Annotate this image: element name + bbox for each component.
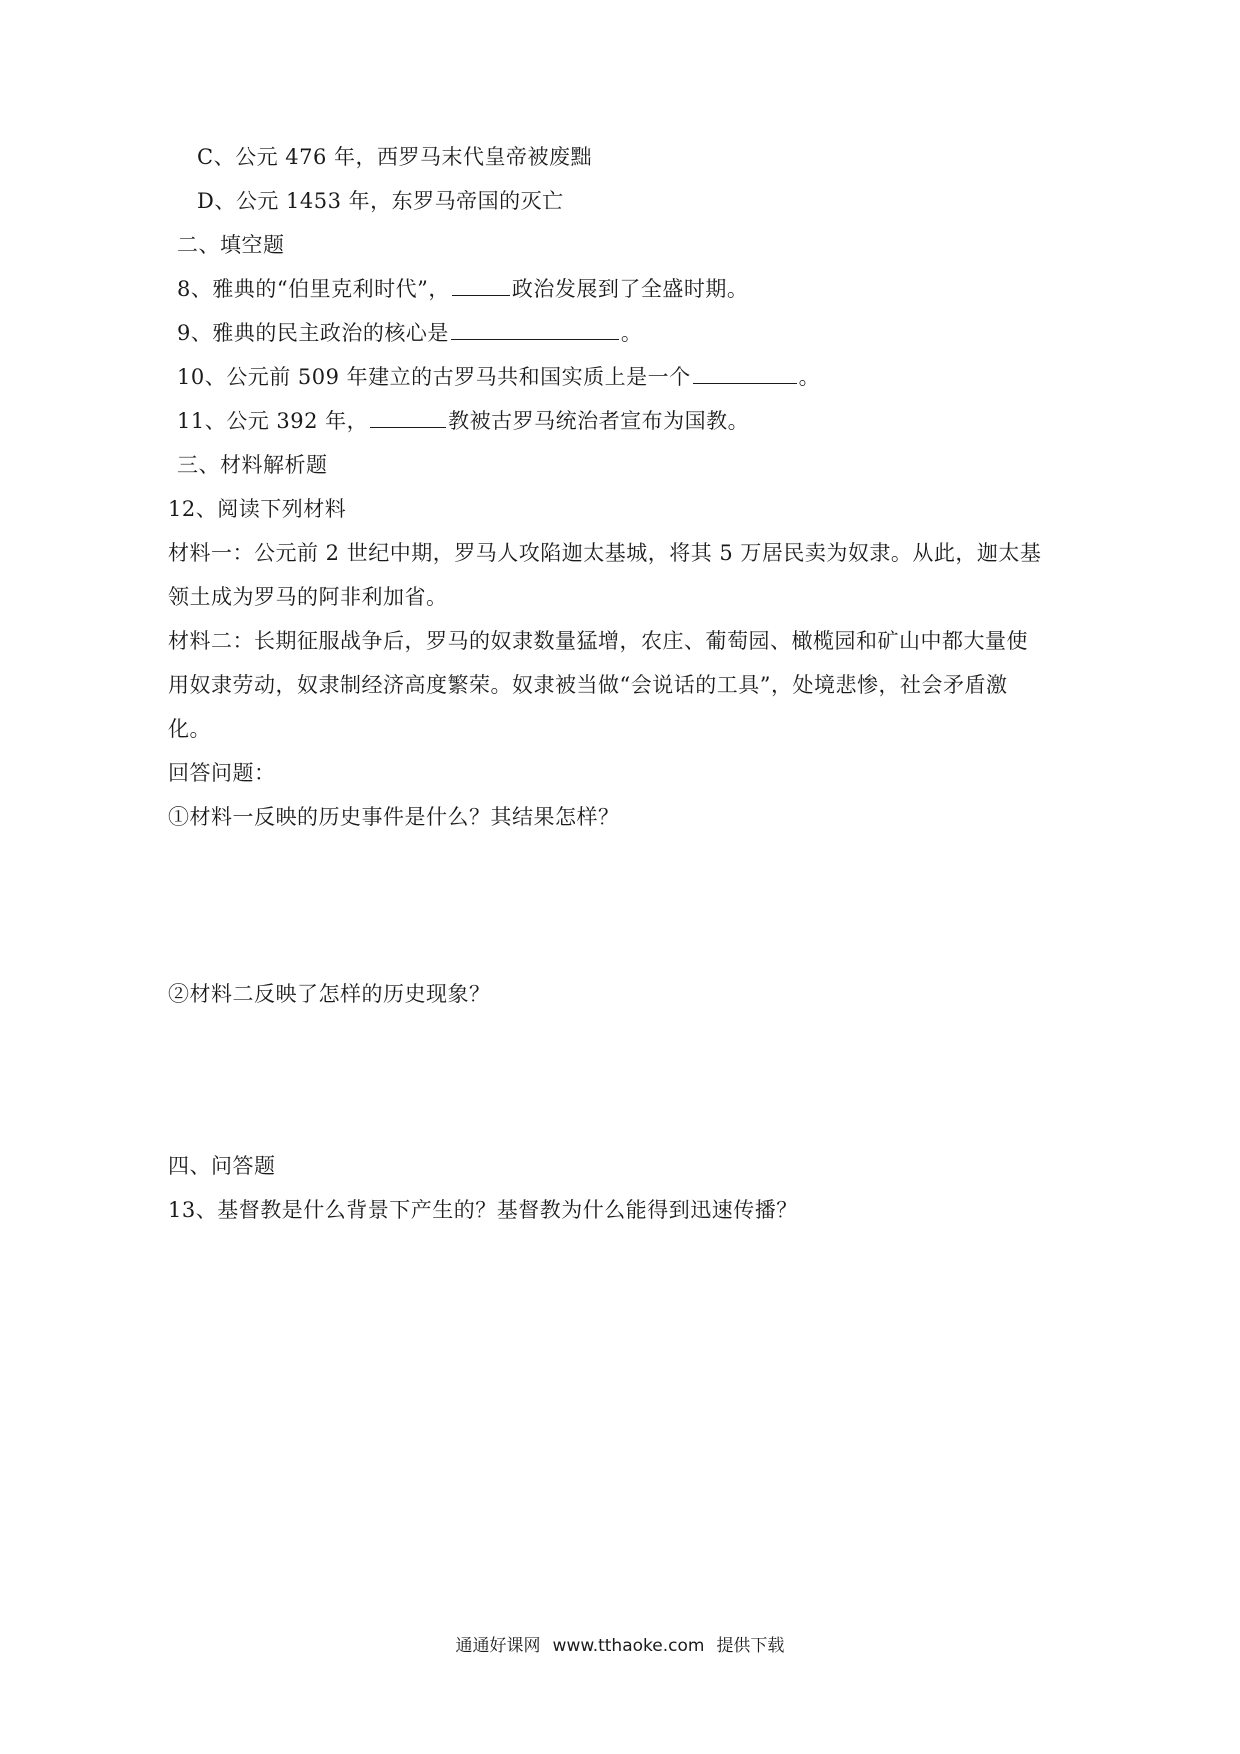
question-9-text-before: 9、雅典的民主政治的核心是 [177, 321, 449, 345]
footer-suffix: 提供下载 [716, 1636, 785, 1656]
answer-blank[interactable] [693, 363, 797, 384]
material-two-line-1: 材料二：长期征服战争后，罗马的奴隶数量猛增，农庄、葡萄园、橄榄园和矿山中都大量使 [168, 629, 1028, 653]
answer-blank[interactable] [370, 407, 446, 428]
footer-site-name: 通通好课网 [455, 1636, 541, 1656]
question-10 [177, 363, 820, 391]
material-two-line-2: 用奴隶劳动，奴隶制经济高度繁荣。奴隶被当做“会说话的工具”，处境悲惨，社会矛盾激 [168, 673, 1008, 697]
section-heading-material: 三、材料解析题 [177, 453, 328, 477]
question-9 [177, 319, 642, 347]
section-heading-fill: 二、填空题 [177, 233, 285, 257]
sub-question-1: ①材料一反映的历史事件是什么？其结果怎样？ [168, 805, 620, 829]
page-footer [0, 1634, 1240, 1658]
footer-url[interactable]: www.tthaoke.com [552, 1636, 705, 1656]
question-12: 12、阅读下列材料 [168, 497, 347, 521]
sub-question-2: ②材料二反映了怎样的历史现象？ [168, 982, 491, 1006]
answer-label: 回答问题： [168, 761, 276, 785]
question-10-text-before: 10、公元前 509 年建立的古罗马共和国实质上是一个 [177, 365, 691, 389]
question-13: 13、基督教是什么背景下产生的？基督教为什么能得到迅速传播？ [168, 1198, 798, 1222]
answer-blank[interactable] [452, 275, 510, 296]
question-8-text-before: 8、雅典的“伯里克利时代”， [177, 277, 450, 301]
section-heading-qa: 四、问答题 [168, 1154, 276, 1178]
question-11-text-after: 教被古罗马统治者宣布为国教。 [448, 409, 750, 433]
question-8 [177, 275, 748, 303]
material-one-line-1: 材料一：公元前 2 世纪中期，罗马人攻陷迦太基城，将其 5 万居民卖为奴隶。从此，迦太基 [168, 541, 1042, 565]
option-c: C、公元 476 年，西罗马末代皇帝被废黜 [197, 145, 592, 169]
material-two-line-3: 化。 [168, 717, 211, 741]
question-11 [177, 407, 749, 435]
material-one-line-2: 领土成为罗马的阿非利加省。 [168, 585, 448, 609]
answer-blank[interactable] [451, 319, 619, 340]
question-10-text-after: 。 [798, 365, 821, 389]
question-8-text-after: 政治发展到了全盛时期。 [511, 277, 749, 301]
question-11-text-before: 11、公元 392 年， [177, 409, 369, 433]
option-d: D、公元 1453 年，东罗马帝国的灭亡 [197, 189, 564, 213]
question-9-text-after: 。 [620, 321, 643, 345]
